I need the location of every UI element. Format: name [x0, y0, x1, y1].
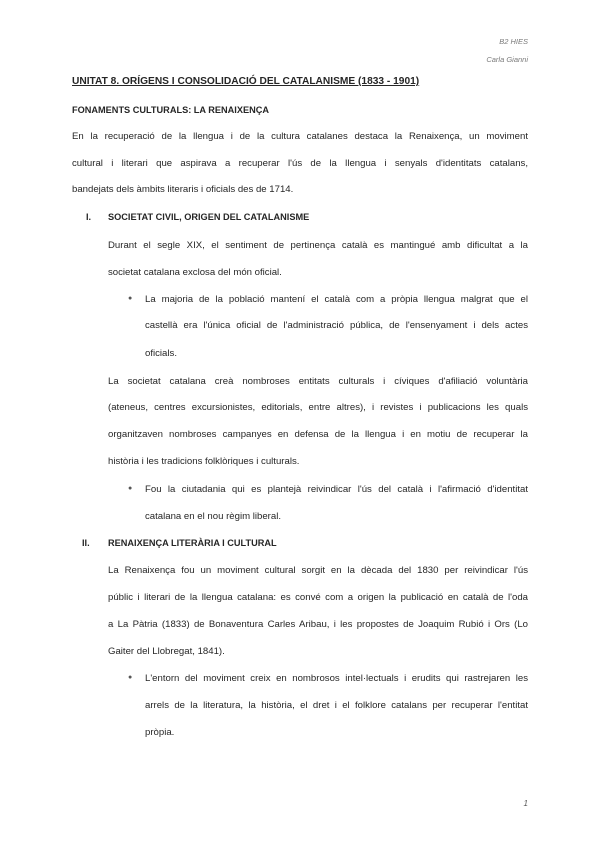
- s1-p1-line-2: societat catalana exclosa del món oficial.: [108, 267, 282, 278]
- s2-p1-line-4: Gaiter del Llobregat, 1841).: [108, 646, 225, 657]
- s1-p2-line-1: La societat catalana creà nombroses entitats culturals i cíviques d'afiliació voluntària: [108, 376, 528, 387]
- s1-b2-line-1: Fou la ciutadania qui es plantejà reivindicar l'ús del català i l'afirmació d'identitat: [145, 484, 528, 495]
- s1-b1-line-1: La majoria de la població mantení el català com a pròpia llengua malgrat que el: [145, 294, 528, 305]
- intro-line-1: En la recuperació de la llengua i de la cultura catalanes destaca la Renaixença, un moviment: [72, 131, 528, 142]
- s1-p1-line-1: Durant el segle XIX, el sentiment de pertinença català es mantingué amb dificultat a la: [108, 240, 528, 251]
- section-2-heading: RENAIXENÇA LITERÀRIA I CULTURAL: [108, 538, 277, 548]
- bullet-icon: ●: [128, 295, 133, 302]
- section-1-heading: SOCIETAT CIVIL, ORIGEN DEL CATALANISME: [108, 212, 310, 222]
- s2-b1-line-1: L'entorn del moviment creix en nombrosos intel·lectuals i erudits qui rastrejaren les: [145, 673, 528, 684]
- page-number: 1: [523, 799, 528, 808]
- s1-b1-line-3: oficials.: [145, 348, 177, 359]
- header-course: B2 HIES: [499, 37, 528, 46]
- intro-line-3: bandejats dels àmbits literaris i oficials des de 1714.: [72, 184, 294, 195]
- bullet-icon: ●: [128, 674, 133, 681]
- section-1-number: I.: [86, 212, 92, 222]
- s1-p2-line-2: (ateneus, centres excursionistes, editorials, entre altres), i revistes i publicacions les quals: [108, 402, 528, 413]
- s1-b1-line-2: castellà era l'única oficial de l'administració pública, de l'ensenyament i dels actes: [145, 320, 528, 331]
- s2-p1-line-3: a La Pàtria (1833) de Bonaventura Carles Aribau, i les propostes de Joaquim Rubió i Ors (Lo: [108, 619, 528, 630]
- section-2-number: II.: [82, 538, 90, 548]
- s2-b1-line-3: pròpia.: [145, 727, 175, 738]
- document-title: UNITAT 8. ORÍGENS I CONSOLIDACIÓ DEL CATALANISME (1833 - 1901): [72, 76, 420, 87]
- s1-b2-line-2: catalana en el nou règim liberal.: [145, 511, 281, 522]
- bullet-icon: ●: [128, 485, 133, 492]
- s2-b1-line-2: arrels de la literatura, la història, el dret i el folklore catalans per recuperar l'entitat: [145, 700, 528, 711]
- intro-line-2: cultural i literari que aspirava a recuperar l'ús de la llengua i senyals d'identitats catalans,: [72, 158, 528, 169]
- s1-p2-line-3: organitzaven nombroses campanyes en defensa de la llengua i en motiu de recuperar la: [108, 429, 528, 440]
- header-author: Carla Gianni: [486, 55, 528, 64]
- s2-p1-line-2: públic i literari de la llengua catalana: es convé com a origen la publicació en català de l'oda: [108, 592, 528, 603]
- section-subtitle: FONAMENTS CULTURALS: LA RENAIXENÇA: [72, 105, 270, 115]
- s1-p2-line-4: història i les tradicions folklòriques i culturals.: [108, 456, 300, 467]
- s2-p1-line-1: La Renaixença fou un moviment cultural sorgit en la dècada del 1830 per reivindicar l'ús: [108, 565, 528, 576]
